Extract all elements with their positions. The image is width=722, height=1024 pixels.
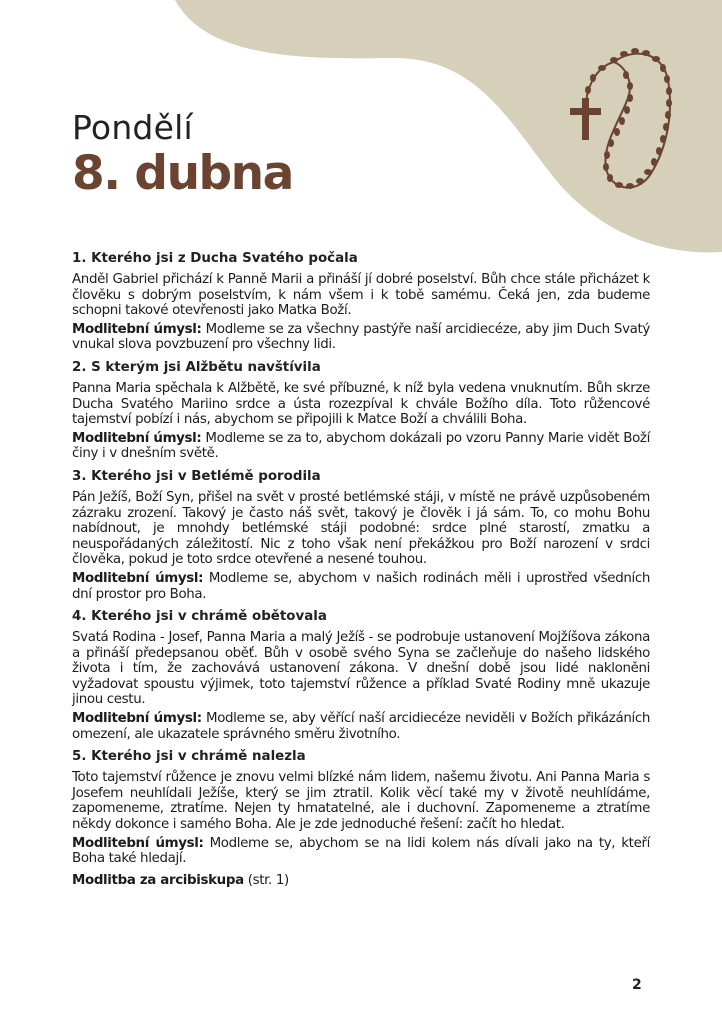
mystery-text: Toto tajemství růžence je znovu velmi blízké nám lidem, našemu životu. Ani Panna Maria s Josefem neuhlídali Ježíše, který se jim ztratil. Kolik věcí také my v životě neuhlídáme, zapomeneme, ztratíme. Nejen ty hmatatelné, ale i duchovní. Zapomeneme a ztratíme někdy dokonce i samého Boha. Ale je zde jednoduché řešení: začít ho hledat.: [72, 770, 650, 833]
mystery-text: Panna Maria spěchala k Alžbětě, ke své příbuzné, k níž byla vedena vnuknutím. Bůh skrze Ducha Svatého Mariino srdce a ústa rozezpíval k chvále Božího díla. Toto růžencové tajemství pobízí i nás, abychom se připojili k Matce Boží a chválili Boha.: [72, 380, 650, 428]
closing-prayer-label: Modlitba za arcibiskupa: [72, 872, 244, 888]
prayer-intention: [72, 836, 650, 867]
intention-label: Modlitební úmysl:: [72, 711, 202, 727]
prayer-intention: [72, 322, 650, 353]
content: [72, 250, 650, 889]
page-heading: [72, 108, 293, 202]
day-title: Pondělí: [72, 108, 193, 147]
intention-text: Modleme se, abychom se na lidi kolem nás dívali jako na ty, kteří Boha také hledají.: [72, 835, 650, 867]
intention-text: Modleme se za to, abychom dokázali po vzoru Panny Marie vidět Boží činy i v dnešním světě.: [72, 430, 650, 462]
prayer-intention: [72, 431, 650, 462]
mystery-title: 5. Kterého jsi v chrámě nalezla: [72, 749, 306, 765]
intention-text: Modleme se, aby věřící naší arcidiecéze neviděli v Božích přikázáních omezení, ale ukazatele správného směru životního.: [72, 711, 650, 742]
rosary-icon: [562, 40, 682, 200]
intention-label: Modlitební úmysl:: [72, 835, 204, 851]
mystery-title: 2. S kterým jsi Alžbětu navštívila: [72, 359, 321, 375]
mystery-text: Svatá Rodina - Josef, Panna Maria a malý Ježíš - se podrobuje ustanovení Mojžíšova zákona a přináší předepsanou oběť. Bůh v osobě svého Syna se začleňuje do našeho lidského života i tím, že zachovává ustanovení zákona. V dnešní době jsou lidé nakloněni vyžadovat spoustu výjimek, toto tajemství růžence a příklad Svaté Rodiny mně ukazuje jinou cestu.: [72, 630, 650, 708]
closing-prayer-ref: (str. 1): [247, 872, 289, 888]
mystery-text: Anděl Gabriel přichází k Panně Marii a přináší jí dobré poselství. Bůh chce stále přicházet k člověku s dobrým poselstvím, k nám všem i k tobě samému. Čeká jen, zda budeme schopni takové otevřenosti jako Matka Boží.: [72, 272, 650, 319]
mystery-section-4: [72, 608, 650, 742]
intention-label: Modlitební úmysl:: [72, 570, 204, 586]
intention-label: Modlitební úmysl:: [72, 430, 202, 446]
mystery-section-2: [72, 359, 650, 462]
closing-prayer: [72, 873, 650, 889]
mystery-title: 1. Kterého jsi z Ducha Svatého počala: [72, 251, 358, 266]
mystery-title: 3. Kterého jsi v Betlémě porodila: [72, 468, 321, 484]
mystery-title: 4. Kterého jsi v chrámě obětovala: [72, 609, 327, 625]
intention-text: Modleme se, abychom v našich rodinách měli i uprostřed všedních dní prostor pro Boha.: [72, 570, 650, 602]
prayer-intention: [72, 571, 650, 602]
intention-label: Modlitební úmysl:: [72, 321, 202, 337]
mystery-text: Pán Ježíš, Boží Syn, přišel na svět v prosté betlémské stáji, v místě ne právě uzpůsobeném zázraku zrození. Takový je často náš svět, takový je člověk i já sám. To, co mohu Bohu nabídnout, je mnohdy betlémské stáji podobné: srdce plné starostí, zmatku a neuspořádaných záležitostí. Nic z toho však není překážkou pro Boží narození v srdci člověka, pokud je toto srdce otevřené a nesené touhou.: [72, 489, 650, 568]
mystery-section-5: [72, 748, 650, 867]
mystery-section-1: [72, 250, 650, 353]
mystery-section-3: [72, 468, 650, 602]
date-title: 8. dubna: [72, 146, 293, 201]
page-number: 2: [632, 977, 642, 993]
intention-text: Modleme se za všechny pastýře naší arcidiecéze, aby jim Duch Svatý vnukal slova povzbuzení pro všechny lidi.: [72, 321, 650, 353]
prayer-intention: [72, 711, 650, 742]
